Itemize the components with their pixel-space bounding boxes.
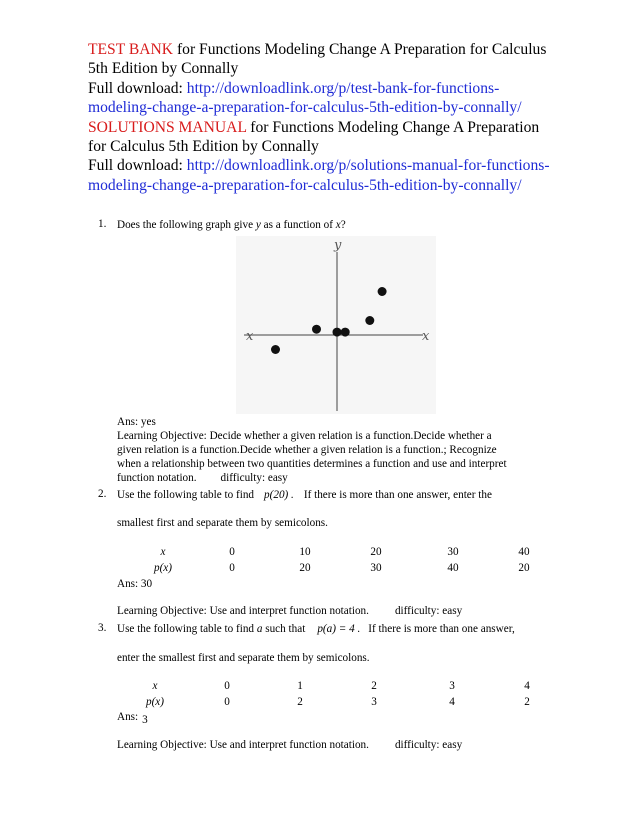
- q2-row-p: [135, 560, 557, 576]
- solutions-manual-label: SOLUTIONS MANUAL: [88, 118, 247, 136]
- solutions-download-line: [88, 156, 578, 175]
- solutions-manual-link[interactable]: http://downloadlink.org/p/solutions-manual-for-functions-: [186, 157, 550, 175]
- test-bank-title-cont: 5th Edition by Connally: [88, 60, 239, 78]
- q1-var-x: x: [335, 219, 341, 231]
- q3-x-label: x: [152, 680, 158, 692]
- q2-x-label: x: [160, 546, 166, 558]
- q2-lo-text: Learning Objective: Use and interpret function notation.: [117, 605, 369, 617]
- q2-p-cell: 30: [370, 562, 382, 574]
- graph-point: [341, 328, 350, 337]
- q2-text-b: If there is more than one answer, enter the: [303, 489, 492, 501]
- test-bank-title: for Functions Modeling Change A Preparation for Calculus: [173, 41, 547, 58]
- q1-number: 1.: [98, 218, 107, 230]
- q1-text: [117, 218, 557, 233]
- q1-lo-line3: when a relationship between two quantities determines a function and use and interpret: [117, 458, 507, 470]
- q1-points: [271, 287, 387, 354]
- q2-p-label: p(x): [153, 562, 172, 574]
- q1-lo-line2: given relation is a function.Decide whether a given relation is a function.; Recognize: [117, 444, 497, 456]
- q1-answer: Ans: yes: [117, 416, 156, 428]
- q1-lo-line1: Learning Objective: Decide whether a given relation is a function.Decide whether a: [117, 430, 492, 442]
- q3-p-cell: 0: [224, 696, 230, 708]
- test-bank-line: [88, 40, 578, 59]
- test-bank-label: TEST BANK: [88, 41, 174, 58]
- q3-expr: p(a) = 4 .: [317, 623, 361, 635]
- solutions-manual-line: [88, 118, 578, 137]
- q3-x-cell: 3: [449, 680, 455, 692]
- q3-number: 3.: [98, 622, 107, 634]
- q3-p-cell: 2: [297, 696, 303, 708]
- solutions-manual-link-cont[interactable]: modeling-change-a-preparation-for-calculus-5th-edition-by-connally/: [88, 176, 522, 194]
- q3-ans-value: 3: [142, 714, 148, 726]
- q2-expr: p(20) .: [264, 489, 294, 501]
- q1-graph: [236, 236, 436, 414]
- q2-p-cell: 20: [299, 562, 311, 574]
- graph-point: [271, 345, 280, 354]
- q3-x-cell: 1: [297, 680, 303, 692]
- solutions-manual-title-cont: for Calculus 5th Edition by Connally: [88, 138, 319, 156]
- q3-p-label: p(x): [145, 696, 164, 708]
- q3-lo-text: Learning Objective: Use and interpret function notation.: [117, 739, 369, 751]
- download-label: Full download:: [88, 79, 187, 97]
- q3-p-cell: 4: [449, 696, 455, 708]
- y-axis-label: y: [334, 238, 342, 253]
- document-header: [88, 40, 578, 195]
- q3-ans-label: Ans:: [117, 711, 139, 723]
- x-axis-label-right: x: [422, 329, 430, 344]
- q1-graph-svg: [236, 236, 436, 414]
- q2-row-x: [135, 544, 557, 560]
- q2-lo: [117, 604, 557, 619]
- q2-x-cell: 40: [518, 546, 530, 558]
- q2-x-cell: 30: [447, 546, 459, 558]
- q2-number: 2.: [98, 488, 107, 500]
- q1-text-a: Does the following graph give: [117, 219, 256, 231]
- q2-text: [117, 488, 557, 503]
- q3-p-cell: 3: [371, 696, 377, 708]
- x-axis-label-left: x: [246, 329, 254, 344]
- q2-x-cell: 20: [370, 546, 382, 558]
- q3-p-cell: 2: [524, 696, 530, 708]
- q2-p-cell: 40: [447, 562, 459, 574]
- test-bank-link-cont[interactable]: modeling-change-a-preparation-for-calculus-5th-edition-by-connally/: [88, 99, 522, 117]
- q2-answer: Ans: 30: [117, 578, 153, 590]
- test-bank-link[interactable]: http://downloadlink.org/p/test-bank-for-functions-: [186, 79, 500, 97]
- q3-var-a: a: [256, 623, 263, 635]
- q2-p-cell: 0: [229, 562, 235, 574]
- q2-p-cell: 20: [518, 562, 530, 574]
- q3-x-cell: 4: [524, 680, 530, 692]
- download-label-2: Full download:: [88, 157, 187, 175]
- q3-text-c: If there is more than one answer,: [368, 623, 515, 635]
- graph-point: [365, 316, 374, 325]
- q3-text-a: Use the following table to find: [117, 623, 257, 635]
- q1-text-c: ?: [340, 219, 346, 231]
- solutions-manual-title: for Functions Modeling Change A Preparation: [246, 118, 540, 136]
- q3-text-cont: enter the smallest first and separate them by semicolons.: [117, 652, 370, 664]
- q3-row-x: [127, 678, 569, 694]
- q3-row-p: [127, 694, 569, 710]
- q3-x-cell: 2: [371, 680, 377, 692]
- q1-lo-line4: [117, 471, 557, 486]
- q2-difficulty: difficulty: easy: [394, 605, 463, 617]
- q3-table: [127, 678, 569, 710]
- q3-answer: [117, 710, 557, 725]
- q2-text-cont: smallest first and separate them by semicolons.: [117, 517, 328, 529]
- graph-point: [333, 328, 342, 337]
- q1-text-b: as a function of: [260, 219, 336, 231]
- q3-text: [117, 622, 557, 637]
- q2-table: [135, 544, 557, 576]
- graph-point: [312, 325, 321, 334]
- q3-difficulty: difficulty: easy: [394, 739, 463, 751]
- q2-x-cell: 0: [229, 546, 235, 558]
- test-bank-download-line: [88, 79, 578, 98]
- q2-x-cell: 10: [299, 546, 311, 558]
- q1-lo4-a: function notation.: [117, 472, 197, 484]
- q2-text-a: Use the following table to find: [117, 489, 255, 501]
- q3-x-cell: 0: [224, 680, 230, 692]
- q1-difficulty: difficulty: easy: [220, 472, 288, 484]
- q1-var-y: y: [255, 219, 261, 231]
- q3-lo: [117, 738, 557, 753]
- q3-text-b: such that: [262, 623, 306, 635]
- graph-point: [378, 287, 387, 296]
